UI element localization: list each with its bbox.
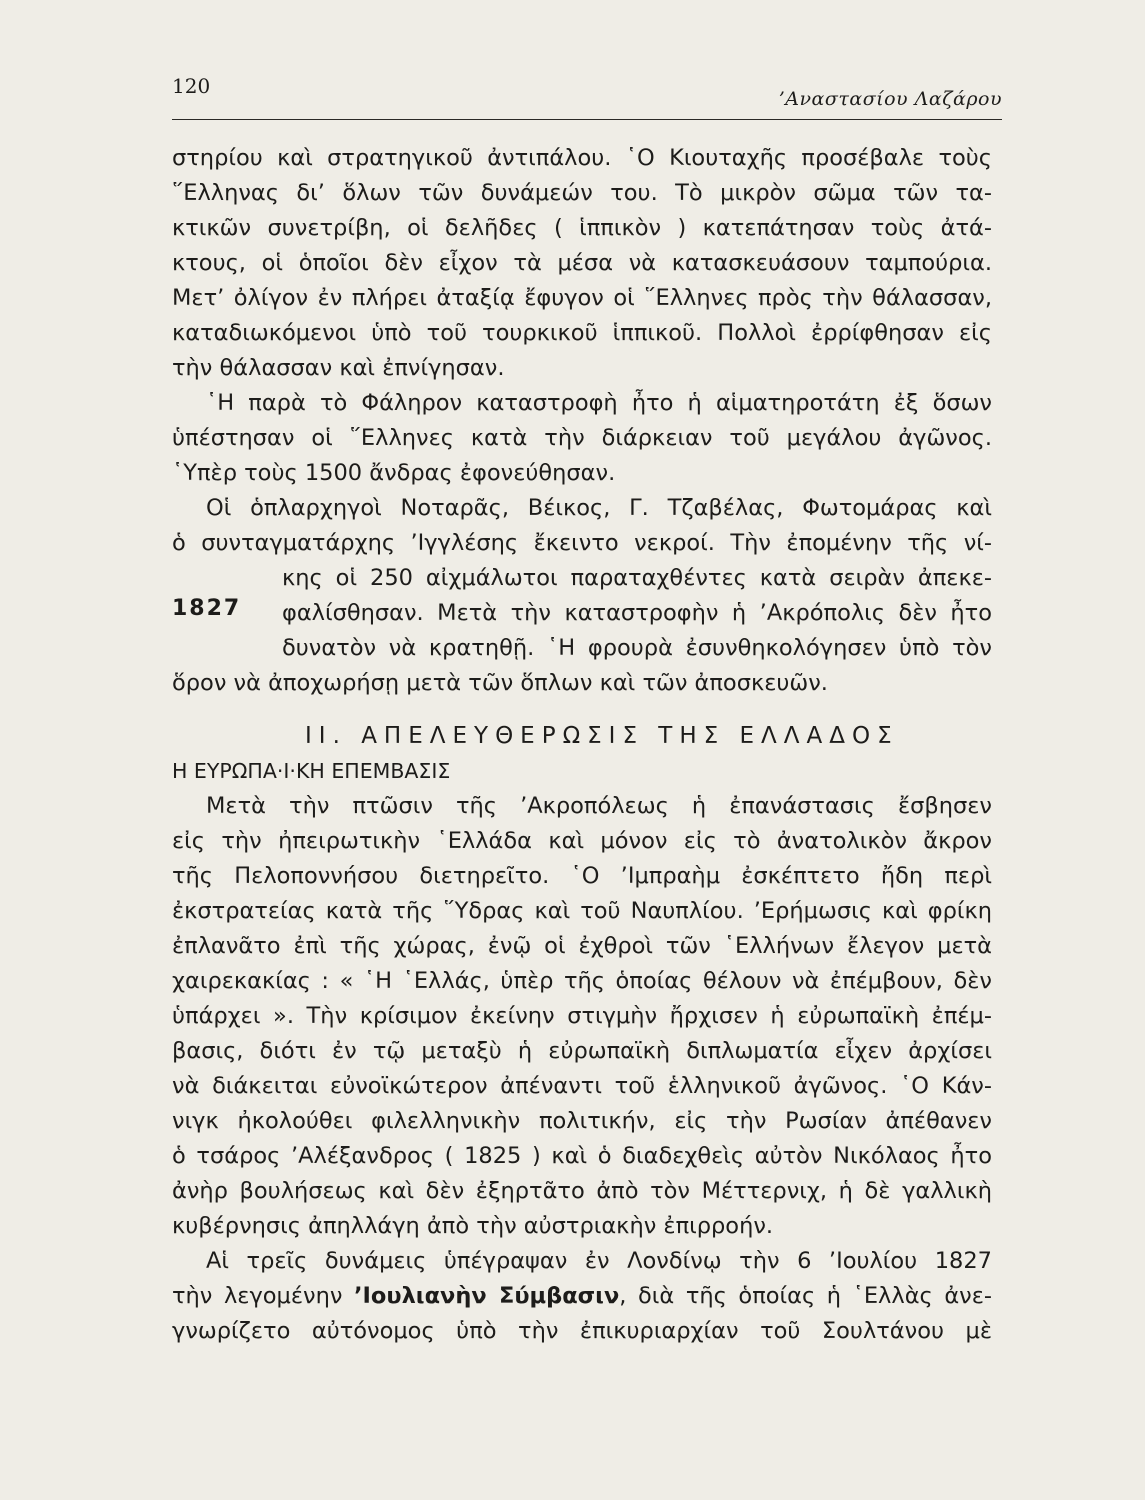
text-line: ἀνὴρ βουλήσεως καὶ δὲν ἐξηρτᾶτο ἀπὸ τὸν Μέττερνιχ, ἡ δὲ γαλλικὴ [172, 1178, 992, 1204]
running-title: ’Αναστασίου Λαζάρου [778, 88, 1002, 110]
text-line: ῞Ελληνας δι’ ὅλων τῶν δυνάμεών του. Τὸ μικρὸν σῶμα τῶν τα- [172, 180, 992, 206]
text-segment: , διὰ τῆς ὁποίας ἡ ῾Ελλὰς ἀνε- [619, 1283, 992, 1309]
text-line: ὁ συνταγματάρχης ’Ιγγλέσης ἔκειντο νεκροί. Τὴν ἐπομένην τῆς νί- [172, 530, 992, 556]
text-line: τῆς Πελοποννήσου διετηρεῖτο. ῾Ο ’Ιμπραὴμ ἐσκέπτετο ἤδη περὶ [172, 863, 992, 889]
section-heading: ΙΙ. ΑΠΕΛΕΥΘΕΡΩΣΙΣ ΤΗΣ ΕΛΛΑΔΟΣ [305, 723, 899, 749]
text-line: βασις, διότι ἐν τῷ μεταξὺ ἡ εὐρωπαϊκὴ διπλωματία εἶχεν ἀρχίσει [172, 1038, 992, 1064]
text-line: ὅρον νὰ ἀποχωρήσῃ μετὰ τῶν ὅπλων καὶ τῶν ἀποσκευῶν. [172, 670, 828, 696]
page-header [172, 74, 1002, 114]
text-segment: τὴν λεγομένην [172, 1283, 354, 1309]
text-line: νὰ διάκειται εὐνοϊκώτερον ἀπέναντι τοῦ ἑλληνικοῦ ἀγῶνος. ῾Ο Κάν- [172, 1073, 992, 1099]
text-line: κτικῶν συνετρίβη, οἱ δελῆδες ( ἱππικὸν ) κατεπάτησαν τοὺς ἀτά- [172, 215, 992, 241]
text-line: κης οἱ 250 αἰχμάλωτοι παραταχθέντες κατὰ σειρὰν ἀπεκε- [282, 565, 992, 591]
text-line: ῾Υπὲρ τοὺς 1500 ἄνδρας ἐφονεύθησαν. [172, 460, 616, 486]
text-line [172, 1279, 992, 1314]
body-text [172, 141, 992, 1349]
text-line: Αἱ τρεῖς δυνάμεις ὑπέγραψαν ἐν Λονδίνῳ τὴν 6 ’Ιουλίου 1827 [206, 1248, 992, 1274]
text-line: τὴν θάλασσαν καὶ ἐπνίγησαν. [172, 355, 505, 381]
text-line: ῾Η παρὰ τὸ Φάληρον καταστροφὴ ἦτο ἡ αἱματηροτάτη ἐξ ὅσων [206, 390, 992, 416]
text-line: χαιρεκακίας : « ῾Η ῾Ελλάς, ὑπὲρ τῆς ὁποίας θέλουν νὰ ἐπέμβουν, δὲν [172, 968, 992, 994]
margin-year: 1827 [172, 596, 242, 621]
text-line: εἰς τὴν ἠπειρωτικὴν ῾Ελλάδα καὶ μόνον εἰς τὸ ἀνατολικὸν ἄκρον [172, 828, 992, 854]
text-line: Μετὰ τὴν πτῶσιν τῆς ’Ακροπόλεως ἡ ἐπανάστασις ἔσβησεν [206, 793, 992, 819]
text-line: ἐπλανᾶτο ἐπὶ τῆς χώρας, ἐνῷ οἱ ἐχθροὶ τῶν ῾Ελλήνων ἔλεγον μετὰ [172, 933, 992, 959]
text-line: ὁ τσάρος ’Αλέξανδρος ( 1825 ) καὶ ὁ διαδεχθεὶς αὐτὸν Νικόλαος ἦτο [172, 1143, 992, 1169]
text-line: νιγκ ἠκολούθει φιλελληνικὴν πολιτικήν, εἰς τὴν Ρωσίαν ἀπέθανεν [172, 1108, 992, 1134]
bold-term: ’Ιουλιανὴν Σύμβασιν [354, 1283, 620, 1309]
text-line: Οἱ ὁπλαρχηγοὶ Νοταρᾶς, Βέικος, Γ. Τζαβέλας, Φωτομάρας καὶ [206, 495, 992, 521]
text-line: στηρίου καὶ στρατηγικοῦ ἀντιπάλου. ῾Ο Κιουταχῆς προσέβαλε τοὺς [172, 145, 992, 171]
header-rule [172, 119, 1002, 120]
text-line: δυνατὸν νὰ κρατηθῇ. ῾Η φρουρὰ ἐσυνθηκολόγησεν ὑπὸ τὸν [282, 635, 992, 661]
text-line: φαλίσθησαν. Μετὰ τὴν καταστροφὴν ἡ ’Ακρόπολις δὲν ἦτο [282, 600, 992, 626]
page-number: 120 [172, 74, 211, 98]
text-line: ὑπέστησαν οἱ ῞Ελληνες κατὰ τὴν διάρκειαν τοῦ μεγάλου ἀγῶνος. [172, 425, 992, 451]
text-line: κτους, οἱ ὁποῖοι δὲν εἶχον τὰ μέσα νὰ κατασκευάσουν ταμπούρια. [172, 250, 992, 276]
text-line: Μετ’ ὀλίγον ἐν πλήρει ἀταξίᾳ ἔφυγον οἱ ῞Ελληνες πρὸς τὴν θάλασσαν, [172, 285, 992, 311]
text-line: ἐκστρατείας κατὰ τῆς ῞Υδρας καὶ τοῦ Ναυπλίου. ’Ερήμωσις καὶ φρίκη [172, 898, 992, 924]
text-line: ὑπάρχει ». Τὴν κρίσιμον ἐκείνην στιγμὴν ἤρχισεν ἡ εὐρωπαϊκὴ ἐπέμ- [172, 1003, 992, 1029]
text-line: κυβέρνησις ἀπηλλάγη ἀπὸ τὴν αὐστριακὴν ἐπιρροήν. [172, 1213, 774, 1239]
text-line: καταδιωκόμενοι ὑπὸ τοῦ τουρκικοῦ ἱππικοῦ. Πολλοὶ ἐρρίφθησαν εἰς [172, 320, 992, 346]
year-line [172, 596, 992, 631]
text-line: γνωρίζετο αὐτόνομος ὑπὸ τὴν ἐπικυριαρχίαν τοῦ Σουλτάνου μὲ [172, 1318, 992, 1344]
subheading: Η ΕΥΡΩΠΑ·Ι·ΚΗ ΕΠΕΜΒΑΣΙΣ [172, 759, 451, 783]
